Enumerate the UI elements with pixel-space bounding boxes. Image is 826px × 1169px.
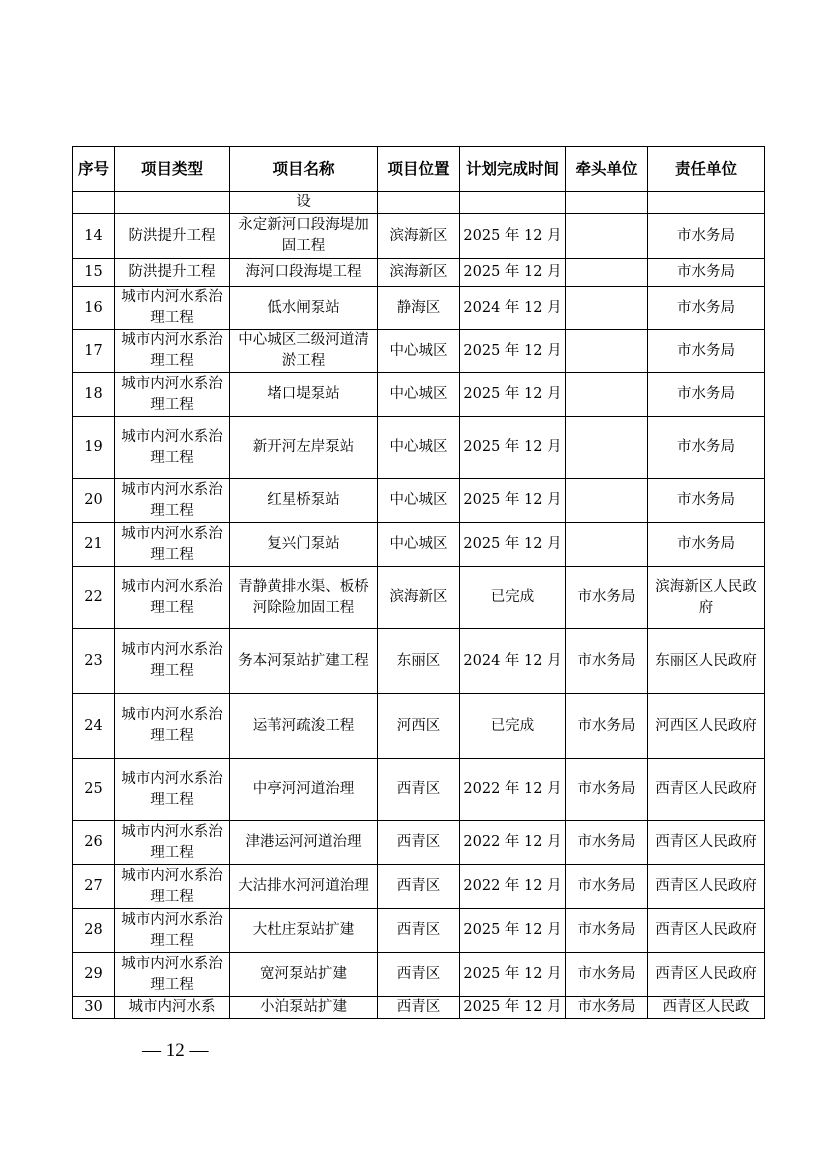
- table-row: [73, 629, 765, 694]
- project-table: [72, 146, 765, 1019]
- cell-index: 25: [73, 759, 115, 821]
- cell-name: 红星桥泵站: [230, 479, 378, 523]
- cell-index: 29: [73, 953, 115, 997]
- cell-type: 防洪提升工程: [115, 259, 230, 287]
- cell-deadline: 2025 年 12 月: [460, 417, 566, 479]
- header-responsible-unit: 责任单位: [648, 147, 765, 192]
- cell-deadline: 2025 年 12 月: [460, 997, 566, 1019]
- cell-index: 20: [73, 479, 115, 523]
- header-type: 项目类型: [115, 147, 230, 192]
- table-row: [73, 259, 765, 287]
- cell-lead-unit: 市水务局: [566, 629, 648, 694]
- cell-type: 防洪提升工程: [115, 214, 230, 259]
- cell-deadline: 2025 年 12 月: [460, 909, 566, 953]
- table-row: [73, 567, 765, 629]
- cell-index: 24: [73, 694, 115, 759]
- cell-name: 大杜庄泵站扩建: [230, 909, 378, 953]
- table-row: [73, 821, 765, 865]
- cell-lead-unit: 市水务局: [566, 567, 648, 629]
- page-number: — 12 —: [142, 1040, 209, 1061]
- cell-lead-unit: [566, 192, 648, 214]
- cell-type: 城市内河水系治理工程: [115, 694, 230, 759]
- cell-name: 运苇河疏浚工程: [230, 694, 378, 759]
- cell-type: [115, 192, 230, 214]
- cell-location: 西青区: [378, 997, 460, 1019]
- table-row: [73, 479, 765, 523]
- cell-lead-unit: 市水务局: [566, 865, 648, 909]
- cell-deadline: 2024 年 12 月: [460, 287, 566, 330]
- cell-responsible-unit: 市水务局: [648, 330, 765, 373]
- header-name: 项目名称: [230, 147, 378, 192]
- cell-deadline: 2024 年 12 月: [460, 629, 566, 694]
- table-row: [73, 694, 765, 759]
- cell-location: [378, 192, 460, 214]
- header-location: 项目位置: [378, 147, 460, 192]
- cell-deadline: 2025 年 12 月: [460, 330, 566, 373]
- cell-location: 西青区: [378, 909, 460, 953]
- cell-index: 16: [73, 287, 115, 330]
- cell-location: 中心城区: [378, 373, 460, 417]
- cell-location: 滨海新区: [378, 214, 460, 259]
- table-row: [73, 997, 765, 1019]
- cell-name: 堵口堤泵站: [230, 373, 378, 417]
- table-row: [73, 759, 765, 821]
- cell-type: 城市内河水系治理工程: [115, 479, 230, 523]
- cell-responsible-unit: 西青区人民政府: [648, 759, 765, 821]
- table-row: [73, 192, 765, 214]
- cell-deadline: 2025 年 12 月: [460, 214, 566, 259]
- header-lead-unit: 牵头单位: [566, 147, 648, 192]
- cell-lead-unit: 市水务局: [566, 909, 648, 953]
- cell-index: 15: [73, 259, 115, 287]
- cell-lead-unit: [566, 259, 648, 287]
- cell-location: 静海区: [378, 287, 460, 330]
- cell-type: 城市内河水系治理工程: [115, 567, 230, 629]
- cell-type: 城市内河水系: [115, 997, 230, 1019]
- cell-responsible-unit: 市水务局: [648, 417, 765, 479]
- header-deadline: 计划完成时间: [460, 147, 566, 192]
- cell-type: 城市内河水系治理工程: [115, 759, 230, 821]
- cell-responsible-unit: 河西区人民政府: [648, 694, 765, 759]
- cell-type: 城市内河水系治理工程: [115, 287, 230, 330]
- cell-name: 复兴门泵站: [230, 523, 378, 567]
- cell-index: 26: [73, 821, 115, 865]
- cell-name: 津港运河河道治理: [230, 821, 378, 865]
- cell-responsible-unit: 市水务局: [648, 479, 765, 523]
- cell-responsible-unit: 市水务局: [648, 373, 765, 417]
- cell-lead-unit: 市水务局: [566, 694, 648, 759]
- cell-name: 中亭河河道治理: [230, 759, 378, 821]
- cell-location: 东丽区: [378, 629, 460, 694]
- cell-deadline: 2022 年 12 月: [460, 821, 566, 865]
- cell-type: 城市内河水系治理工程: [115, 417, 230, 479]
- cell-deadline: 2022 年 12 月: [460, 865, 566, 909]
- cell-lead-unit: 市水务局: [566, 821, 648, 865]
- cell-lead-unit: [566, 287, 648, 330]
- cell-index: 22: [73, 567, 115, 629]
- cell-responsible-unit: 西青区人民政府: [648, 821, 765, 865]
- cell-name: 务本河泵站扩建工程: [230, 629, 378, 694]
- cell-name: 永定新河口段海堤加固工程: [230, 214, 378, 259]
- cell-responsible-unit: [648, 192, 765, 214]
- table-row: [73, 214, 765, 259]
- cell-type: 城市内河水系治理工程: [115, 330, 230, 373]
- cell-location: 滨海新区: [378, 567, 460, 629]
- cell-location: 中心城区: [378, 330, 460, 373]
- cell-lead-unit: [566, 523, 648, 567]
- cell-location: 西青区: [378, 953, 460, 997]
- cell-responsible-unit: 滨海新区人民政府: [648, 567, 765, 629]
- cell-location: 西青区: [378, 821, 460, 865]
- cell-name: 新开河左岸泵站: [230, 417, 378, 479]
- table-row: [73, 330, 765, 373]
- cell-responsible-unit: 市水务局: [648, 523, 765, 567]
- cell-deadline: 已完成: [460, 567, 566, 629]
- cell-responsible-unit: 东丽区人民政府: [648, 629, 765, 694]
- table-row: [73, 373, 765, 417]
- cell-responsible-unit: 市水务局: [648, 287, 765, 330]
- cell-index: 14: [73, 214, 115, 259]
- cell-name: 大沽排水河河道治理: [230, 865, 378, 909]
- cell-lead-unit: 市水务局: [566, 953, 648, 997]
- cell-location: 西青区: [378, 865, 460, 909]
- cell-type: 城市内河水系治理工程: [115, 909, 230, 953]
- cell-deadline: 2022 年 12 月: [460, 759, 566, 821]
- cell-type: 城市内河水系治理工程: [115, 373, 230, 417]
- cell-responsible-unit: 西青区人民政: [648, 997, 765, 1019]
- cell-deadline: 2025 年 12 月: [460, 523, 566, 567]
- cell-location: 中心城区: [378, 479, 460, 523]
- cell-responsible-unit: 市水务局: [648, 259, 765, 287]
- cell-name: 宽河泵站扩建: [230, 953, 378, 997]
- cell-responsible-unit: 市水务局: [648, 214, 765, 259]
- cell-name: 中心城区二级河道清淤工程: [230, 330, 378, 373]
- cell-lead-unit: [566, 373, 648, 417]
- cell-index: 28: [73, 909, 115, 953]
- cell-name: 青静黄排水渠、板桥河除险加固工程: [230, 567, 378, 629]
- cell-location: 河西区: [378, 694, 460, 759]
- cell-responsible-unit: 西青区人民政府: [648, 953, 765, 997]
- table-row: [73, 909, 765, 953]
- cell-location: 滨海新区: [378, 259, 460, 287]
- cell-type: 城市内河水系治理工程: [115, 821, 230, 865]
- table-row: [73, 417, 765, 479]
- cell-deadline: 2025 年 12 月: [460, 953, 566, 997]
- cell-index: 27: [73, 865, 115, 909]
- header-index: 序号: [73, 147, 115, 192]
- cell-type: 城市内河水系治理工程: [115, 865, 230, 909]
- cell-location: 西青区: [378, 759, 460, 821]
- cell-lead-unit: [566, 479, 648, 523]
- cell-lead-unit: [566, 417, 648, 479]
- cell-type: 城市内河水系治理工程: [115, 629, 230, 694]
- table-row: [73, 523, 765, 567]
- table-row: [73, 865, 765, 909]
- cell-name: 海河口段海堤工程: [230, 259, 378, 287]
- cell-index: 18: [73, 373, 115, 417]
- cell-deadline: 已完成: [460, 694, 566, 759]
- cell-name: 低水闸泵站: [230, 287, 378, 330]
- table-row: [73, 953, 765, 997]
- cell-deadline: 2025 年 12 月: [460, 259, 566, 287]
- cell-index: 21: [73, 523, 115, 567]
- cell-responsible-unit: 西青区人民政府: [648, 909, 765, 953]
- header-row: [73, 147, 765, 192]
- cell-lead-unit: 市水务局: [566, 759, 648, 821]
- table-row: [73, 287, 765, 330]
- cell-responsible-unit: 西青区人民政府: [648, 865, 765, 909]
- cell-type: 城市内河水系治理工程: [115, 953, 230, 997]
- cell-index: 30: [73, 997, 115, 1019]
- cell-index: [73, 192, 115, 214]
- cell-type: 城市内河水系治理工程: [115, 523, 230, 567]
- cell-index: 23: [73, 629, 115, 694]
- cell-name: 设: [230, 192, 378, 214]
- cell-location: 中心城区: [378, 523, 460, 567]
- cell-deadline: [460, 192, 566, 214]
- cell-index: 19: [73, 417, 115, 479]
- cell-index: 17: [73, 330, 115, 373]
- cell-name: 小泊泵站扩建: [230, 997, 378, 1019]
- cell-location: 中心城区: [378, 417, 460, 479]
- cell-lead-unit: [566, 214, 648, 259]
- cell-deadline: 2025 年 12 月: [460, 479, 566, 523]
- cell-deadline: 2025 年 12 月: [460, 373, 566, 417]
- cell-lead-unit: 市水务局: [566, 997, 648, 1019]
- cell-lead-unit: [566, 330, 648, 373]
